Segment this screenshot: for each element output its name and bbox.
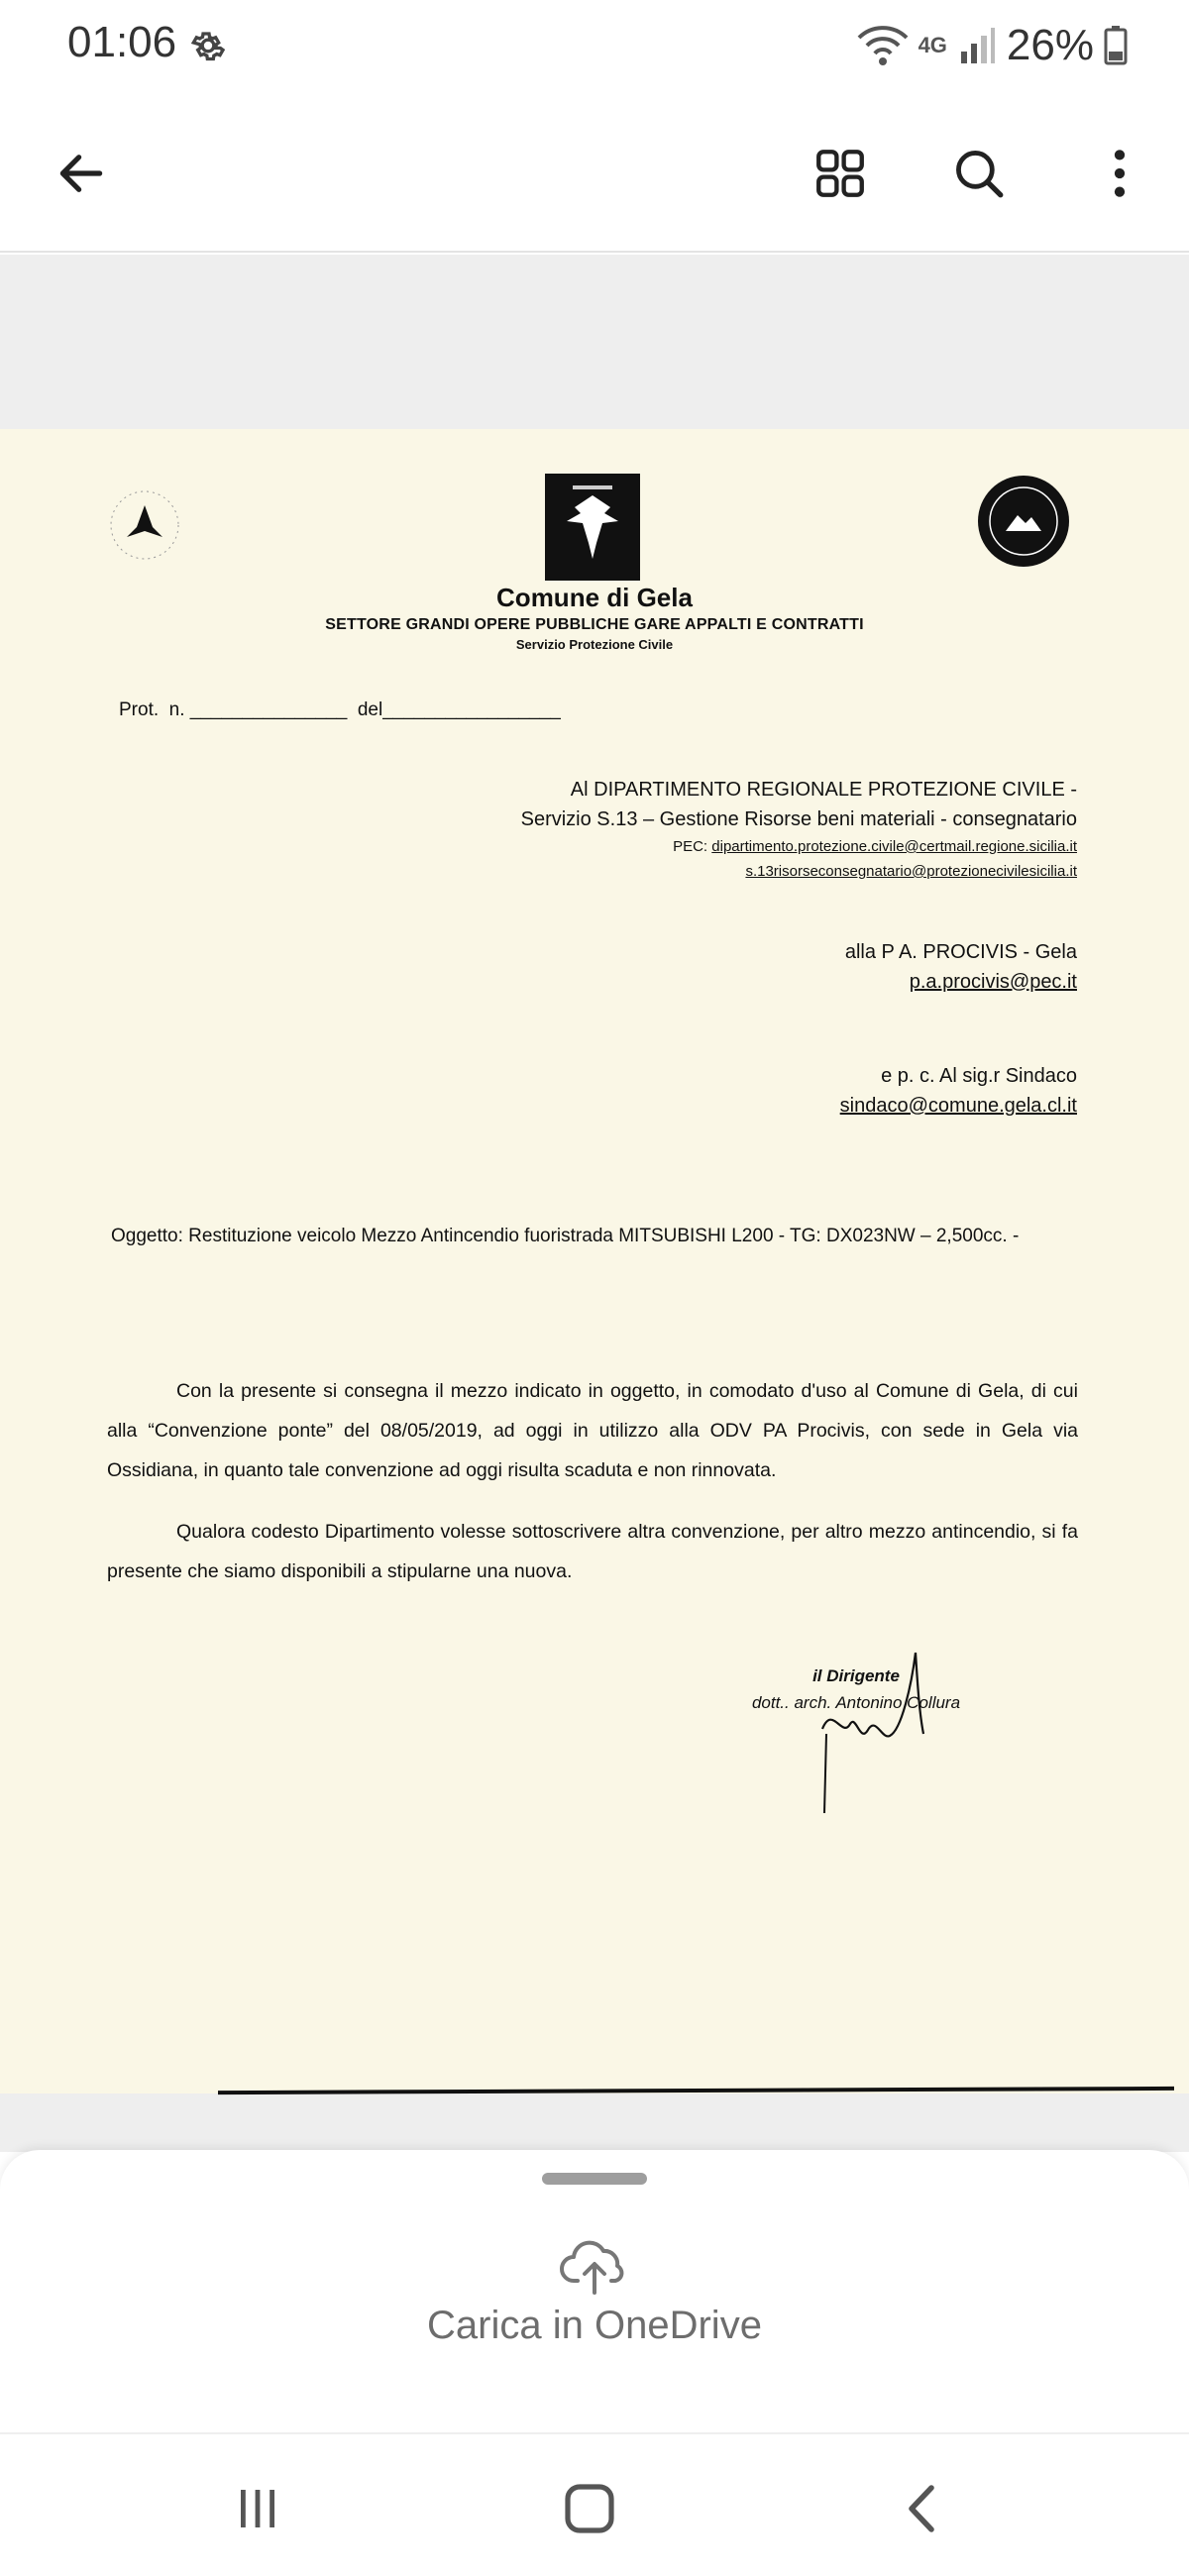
- recipient-line: Al DIPARTIMENTO REGIONALE PROTEZIONE CIVILE -: [570, 779, 1077, 801]
- back-chevron-icon: [900, 2482, 943, 2535]
- recipient-procivis: [845, 937, 1077, 997]
- protezione-civile-logo: [107, 487, 182, 563]
- upload-onedrive-button[interactable]: [297, 2219, 892, 2378]
- recents-button[interactable]: [208, 2464, 307, 2553]
- recipient-email: s.13risorseconsegnatario@protezionecivilesicilia.it: [745, 863, 1077, 880]
- recipient-line: alla P A. PROCIVIS - Gela: [844, 941, 1077, 963]
- more-options-button[interactable]: [1080, 134, 1159, 213]
- recipient-regional-department: [521, 775, 1077, 884]
- comune-di-gela-crest: [545, 474, 640, 581]
- document-page[interactable]: [0, 429, 1189, 2093]
- home-icon: [562, 2481, 617, 2536]
- status-time: 01:06: [67, 18, 177, 66]
- recipient-email: p.a.procivis@pec.it: [909, 971, 1077, 993]
- recipient-line: e p. c. Al sig.r Sindaco: [881, 1065, 1077, 1087]
- grid-view-button[interactable]: [801, 134, 880, 213]
- document-header-department: Servizio Protezione Civile: [515, 637, 674, 652]
- recipient-line: Servizio S.13 – Gestione Risorse beni materiali - consegnatario: [520, 808, 1077, 830]
- more-vertical-icon: [1100, 146, 1139, 201]
- wifi-icon: [857, 24, 909, 67]
- system-back-button[interactable]: [872, 2464, 971, 2553]
- protezione-civile-seal: [976, 474, 1071, 569]
- recipient-pec: [521, 834, 1077, 859]
- document-header-subtitle: SETTORE GRANDI OPERE PUBBLICHE GARE APPALTI E CONTRATTI: [325, 616, 864, 633]
- document-subject: Oggetto: Restituzione veicolo Mezzo Antincendio fuoristrada MITSUBISHI L200 - TG: DX023NW – 2,500cc. -: [111, 1226, 1020, 1246]
- pec-email: dipartimento.protezione.civile@certmail.regione.sicilia.it: [711, 838, 1077, 855]
- settings-gear-icon: [188, 26, 228, 65]
- recipient-sindaco: [840, 1061, 1077, 1121]
- sheet-drag-handle[interactable]: [542, 2173, 647, 2185]
- document-paragraph-2: Qualora codesto Dipartimento volesse sottoscrivere altra convenzione, per altro mezzo antincendio, si fa presente che siamo disponibili a stipularne una nuova.: [107, 1521, 1078, 1582]
- recipient-email: sindaco@comune.gela.cl.it: [839, 1095, 1077, 1117]
- cloud-upload-icon: [560, 2237, 629, 2297]
- pec-label: PEC:: [673, 838, 712, 855]
- recents-icon: [233, 2484, 282, 2533]
- system-navigation-bar: [0, 2432, 1189, 2576]
- battery-percent: 26%: [1006, 21, 1094, 69]
- document-paragraph-1: Con la presente si consegna il mezzo indicato in oggetto, in comodato d'uso al Comune di Gela, di cui alla “Convenzione ponte” del 08/05/2019, ad oggi in utilizzo alla ODV PA Procivis, con sede in Gela via Ossidiana, in quanto tale convenzione ad oggi risulta scaduta e non rinnovata.: [107, 1380, 1078, 1481]
- arrow-left-icon: [54, 146, 109, 201]
- status-bar: [0, 0, 1189, 94]
- document-header-title: Comune di Gela: [496, 583, 693, 612]
- home-button[interactable]: [540, 2464, 639, 2553]
- handwritten-signature: [812, 1645, 971, 1818]
- upload-onedrive-label: Carica in OneDrive: [427, 2304, 762, 2347]
- signatory-name: dott.. arch. Antonino Collura: [751, 1693, 961, 1712]
- protocol-line: Prot. n. _______________ del_________________: [119, 699, 561, 720]
- signatory-title: il Dirigente: [812, 1666, 900, 1685]
- search-button[interactable]: [939, 134, 1019, 213]
- bottom-sheet: [0, 2150, 1189, 2432]
- back-button[interactable]: [42, 134, 121, 213]
- network-type-label: 4G: [918, 33, 947, 57]
- signal-icon: [957, 26, 997, 65]
- battery-icon: [1104, 26, 1128, 65]
- search-icon: [950, 145, 1008, 202]
- grid-icon: [811, 145, 869, 202]
- app-bar: [0, 94, 1189, 253]
